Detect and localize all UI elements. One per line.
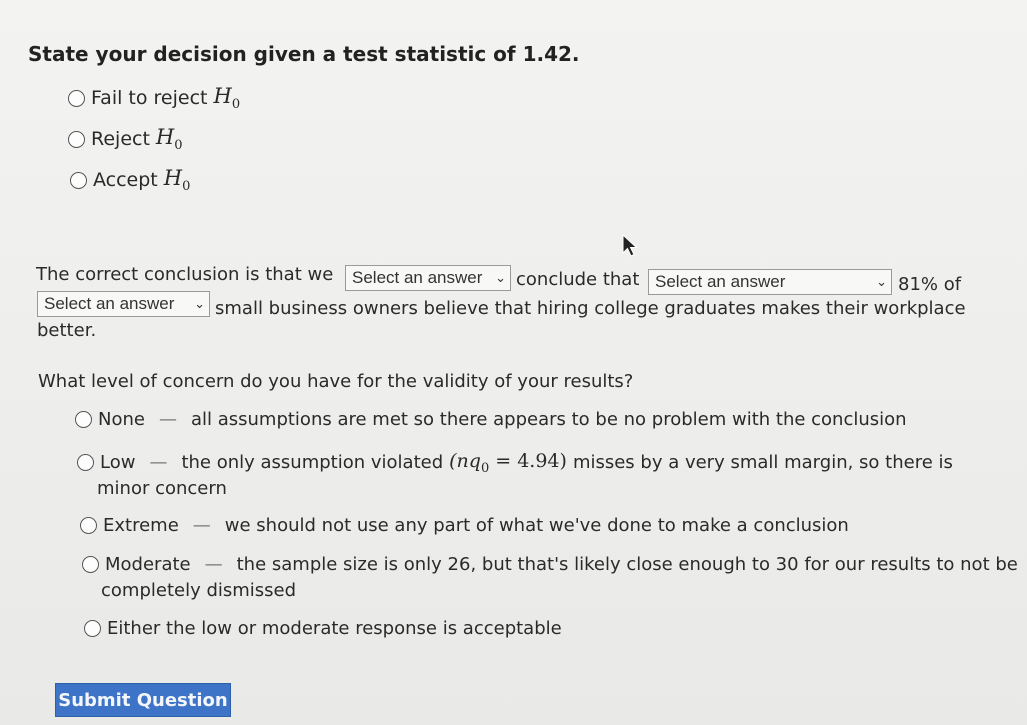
mouse-pointer-icon — [621, 234, 639, 258]
dash: — — [192, 515, 211, 536]
option-label: Low — [100, 452, 136, 474]
option-label: Moderate — [105, 554, 191, 575]
option-extreme[interactable] — [80, 515, 849, 536]
option-description: all assumptions are met so there appears to be no problem with the conclusion — [190, 409, 907, 430]
option-low-description-wrap: minor concern — [97, 478, 227, 499]
option-low[interactable] — [77, 450, 953, 476]
option-either[interactable] — [84, 618, 562, 639]
decision-question: State your decision given a test statistic of 1.42. — [28, 42, 580, 66]
radio-button-icon[interactable] — [80, 517, 97, 534]
dash: — — [149, 452, 168, 474]
option-moderate-description-wrap: completely dismissed — [101, 580, 297, 601]
conclude-select-value: Select an answer — [655, 272, 786, 291]
radio-button-icon[interactable] — [68, 131, 85, 148]
radio-button-icon[interactable] — [70, 172, 87, 189]
quantifier-select[interactable] — [37, 291, 210, 317]
option-accept[interactable] — [70, 166, 190, 194]
conclusion-text-1: The correct conclusion is that we — [36, 264, 334, 285]
option-description: the sample size is only 26, but that's likely close enough to 30 for our results to not be — [236, 554, 1018, 575]
option-label: Extreme — [103, 515, 179, 536]
conclude-that-select[interactable] — [648, 269, 892, 295]
radio-button-icon[interactable] — [77, 454, 94, 471]
radio-button-icon[interactable] — [75, 411, 92, 428]
option-moderate[interactable] — [82, 554, 1018, 575]
option-label: Either the low or moderate response is acceptable — [107, 618, 562, 639]
math-h0: $H_0$ — [163, 166, 191, 195]
option-label: Accept — [93, 169, 158, 192]
math-h0: $H_0$ — [155, 125, 183, 154]
option-none[interactable] — [75, 409, 907, 430]
option-description: the only assumption violated — [181, 452, 444, 474]
radio-button-icon[interactable] — [84, 620, 101, 637]
we-select-value: Select an answer — [352, 268, 483, 287]
option-label: Fail to reject — [91, 87, 208, 110]
radio-button-icon[interactable] — [82, 556, 99, 573]
submit-question-button[interactable]: Submit Question — [55, 683, 231, 717]
option-fail-to-reject[interactable] — [68, 84, 240, 112]
option-label: None — [98, 409, 145, 430]
option-label: Reject — [91, 128, 150, 151]
dash: — — [158, 409, 177, 430]
conclusion-text-5: better. — [37, 320, 97, 341]
math-h0: $H_0$ — [213, 84, 241, 113]
concern-question: What level of concern do you have for the validity of your results? — [38, 371, 634, 392]
chevron-down-icon: ⌄ — [876, 274, 887, 289]
conclusion-text-2: conclude that — [516, 269, 640, 290]
conclusion-text-4: small business owners believe that hiring college graduates makes their workplace — [215, 298, 966, 319]
option-description-cont: misses by a very small margin, so there is — [572, 452, 953, 474]
chevron-down-icon: ⌄ — [194, 296, 205, 311]
dash: — — [204, 554, 223, 575]
option-description: we should not use any part of what we've done to make a conclusion — [224, 515, 849, 536]
conclusion-text-3: 81% of — [898, 274, 962, 295]
chevron-down-icon: ⌄ — [495, 270, 506, 285]
we-select[interactable] — [345, 265, 511, 291]
quantifier-select-value: Select an answer — [44, 294, 175, 313]
radio-button-icon[interactable] — [68, 90, 85, 107]
option-reject[interactable] — [68, 125, 183, 153]
math-nq0: $(nq_0 = 4.94)$ — [449, 450, 567, 476]
